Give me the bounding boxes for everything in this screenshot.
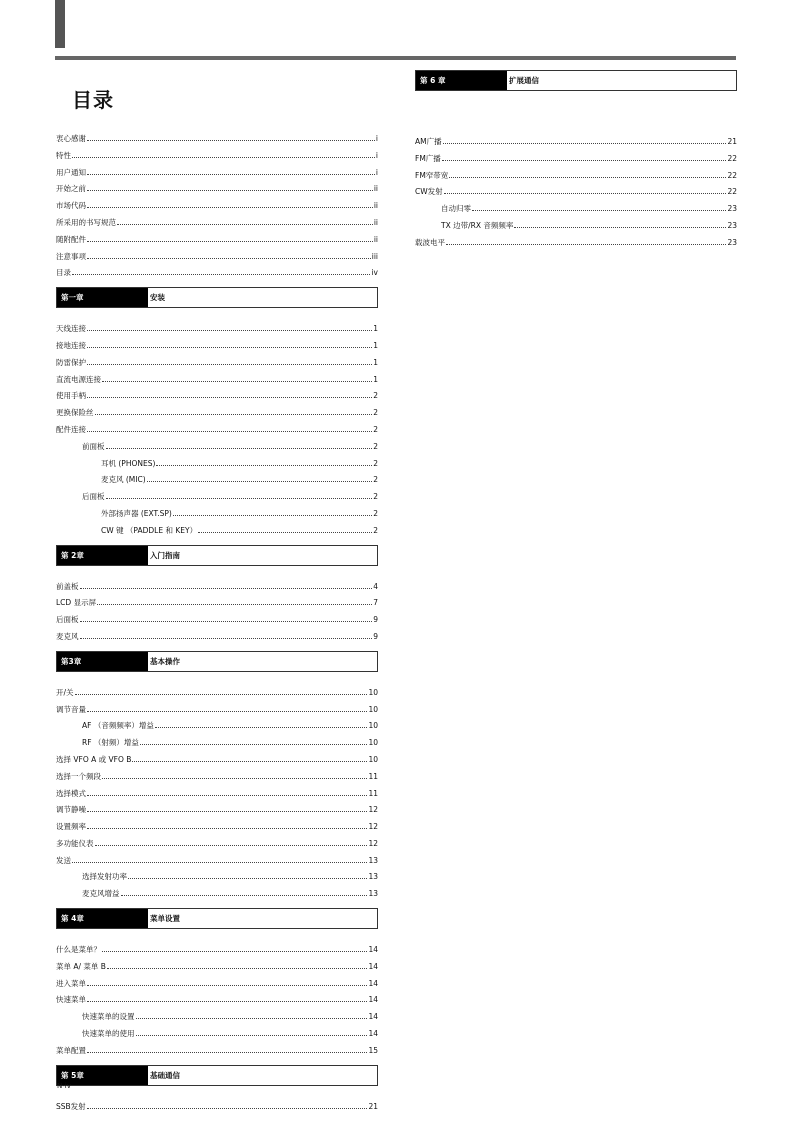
toc-entry-title: 麦克风 (MIC) (101, 475, 146, 485)
chapter-header (56, 287, 378, 308)
toc-entry-page: 9 (373, 631, 378, 641)
toc-entry[interactable] (56, 165, 378, 182)
toc-entry-page: 22 (727, 153, 737, 163)
toc-entry-page: 14 (368, 945, 378, 955)
toc-entry[interactable] (415, 218, 737, 235)
toc-entry-page: 22 (727, 170, 737, 180)
toc-entry-title: FM窄带宽 (415, 170, 449, 180)
toc-entry[interactable] (56, 148, 378, 165)
toc-entry-page: 23 (727, 204, 737, 214)
dot-leader (87, 330, 372, 331)
toc-entry-title: CW 键 （PADDLE 和 KEY） (101, 525, 198, 535)
dot-leader (87, 1108, 368, 1109)
toc-entry-page: ii (373, 184, 378, 194)
dot-leader (132, 761, 367, 762)
toc-entry-page: 2 (373, 492, 378, 502)
toc-entry-page: 14 (368, 1029, 378, 1039)
chapter-title: 基础通信 (150, 1070, 180, 1080)
dot-leader (87, 811, 367, 812)
toc-entry-title: 菜单 A/ 菜单 B (56, 961, 106, 971)
dot-leader (128, 878, 367, 879)
dot-leader (514, 227, 726, 228)
toc-entry-title: CW发射 (415, 187, 443, 197)
toc-entry[interactable] (56, 802, 378, 819)
toc-entry-title: 前面板 (82, 441, 105, 451)
toc-entry[interactable] (56, 321, 378, 338)
toc-entry-page: ii (373, 217, 378, 227)
chapter-title: 安装 (150, 293, 165, 303)
toc-entry-title: 进入菜单 (56, 978, 86, 988)
toc-entry[interactable] (56, 685, 378, 702)
toc-entry-page: 14 (368, 961, 378, 971)
dot-leader (97, 604, 372, 605)
dot-leader (472, 210, 726, 211)
toc-entry[interactable] (56, 886, 378, 903)
toc-entry-page: 21 (727, 137, 737, 146)
toc-entry[interactable] (56, 992, 378, 1009)
toc-entry-page: 1 (373, 340, 378, 350)
chapter-header (56, 545, 378, 566)
toc-entry-title: 外部扬声器 (EXT.SP) (101, 508, 172, 518)
dot-leader (147, 481, 373, 482)
chapter-number: 第 5章 (57, 1066, 148, 1085)
toc-entry-page: i (375, 167, 378, 177)
toc-entry[interactable] (56, 1099, 378, 1116)
toc-entry-title: 发送 (56, 855, 71, 865)
toc-entry[interactable] (56, 752, 378, 769)
toc-entry[interactable] (56, 629, 378, 646)
toc-entry-title: 用户通知 (56, 167, 86, 177)
dot-leader (87, 828, 367, 829)
toc-entry-page: 10 (368, 687, 378, 697)
toc-entry-title: 载波电平 (415, 237, 445, 247)
dot-leader (136, 1035, 368, 1036)
dot-leader (87, 364, 372, 365)
toc-entry-title: 菜单配置 (56, 1045, 86, 1055)
toc-entry[interactable] (56, 735, 378, 752)
toc-entry[interactable] (415, 201, 737, 218)
chapter-title: 入门指南 (150, 550, 180, 560)
dot-leader (443, 143, 727, 144)
toc-entry-page: 4 (373, 581, 378, 591)
dot-leader (449, 177, 726, 178)
dot-leader (136, 1018, 368, 1019)
dot-leader (80, 638, 373, 639)
toc-entry-page: 2 (373, 424, 378, 434)
toc-entry[interactable] (56, 959, 378, 976)
dot-leader (87, 207, 373, 208)
toc-entry-page: 14 (368, 1012, 378, 1022)
toc-entry-page: 23 (727, 237, 737, 247)
toc-entry-title: 特性 (56, 150, 71, 160)
toc-entry-title: SSB发射 (56, 1101, 86, 1111)
dot-leader (87, 711, 367, 712)
toc-entry-title: 选择 VFO A 或 VFO B (56, 754, 132, 764)
chapter-entries (56, 1099, 378, 1116)
chapter-header (415, 70, 737, 91)
dot-leader (121, 895, 368, 896)
chapter-number: 第 6 章 (416, 71, 507, 90)
chapter-title: 扩展通信 (509, 76, 539, 85)
toc-entry-page: 1 (373, 324, 378, 334)
dot-leader (117, 224, 373, 225)
toc-entry-title: 直流电源连接 (56, 374, 101, 384)
chapter-header (56, 908, 378, 929)
toc-entry-page: 13 (368, 855, 378, 865)
toc-entry-title: 选择模式 (56, 788, 86, 798)
toc-entry[interactable] (56, 456, 378, 473)
toc-entry-page: 11 (368, 788, 378, 798)
toc-entry-title: 调节静噪 (56, 805, 86, 815)
toc-entry[interactable] (56, 769, 378, 786)
dot-leader (87, 241, 373, 242)
toc-entry-title: 选择发射功率 (82, 872, 127, 882)
toc-entry-page: 13 (368, 889, 378, 899)
toc-entry-page: 12 (368, 838, 378, 848)
toc-entry[interactable] (56, 422, 378, 439)
toc-entry-title: 天线连接 (56, 324, 86, 334)
toc-entry-title: 耳机 (PHONES) (101, 458, 156, 468)
toc-entry-page: 14 (368, 978, 378, 988)
toc-entry-page: iii (371, 251, 378, 261)
toc-entry-title: 快速菜单的设置 (82, 1012, 135, 1022)
toc-entry[interactable] (56, 506, 378, 523)
chapter-entries (56, 321, 378, 539)
toc-entry-title: TX 边带/RX 音频频率 (441, 220, 514, 230)
toc-entry-page: iv (371, 268, 378, 278)
toc-entry-page: 10 (368, 738, 378, 748)
toc-left-column (56, 131, 378, 1115)
toc-entry[interactable] (56, 181, 378, 198)
toc-entry[interactable] (56, 579, 378, 596)
toc-entry[interactable] (56, 869, 378, 886)
toc-entry[interactable] (56, 388, 378, 405)
chapter-entries (56, 685, 378, 903)
toc-entry-page: 14 (368, 995, 378, 1005)
toc-entry-title: 衷心感谢 (56, 134, 86, 143)
toc-entry[interactable] (56, 1026, 378, 1043)
top-rule (55, 56, 736, 60)
chapter-number: 第一章 (57, 288, 148, 307)
toc-entry[interactable] (56, 472, 378, 489)
toc-entry-title: 市场代码 (56, 201, 86, 211)
toc-entry-page: ii (373, 201, 378, 211)
dot-leader (87, 140, 375, 141)
dot-leader (198, 532, 372, 533)
toc-entry[interactable] (56, 198, 378, 215)
toc-entry-page: 7 (373, 598, 378, 608)
chapter-entries (56, 942, 378, 1060)
toc-entry-title: 麦克风 (56, 631, 79, 641)
toc-entry[interactable] (415, 184, 737, 201)
toc-entry[interactable] (56, 439, 378, 456)
toc-entry[interactable] (56, 131, 378, 148)
toc-entry-title: 快速菜单 (56, 995, 86, 1005)
dot-leader (444, 193, 727, 194)
toc-entry-title: 什么是菜单？ (56, 945, 101, 955)
toc-entry-title: AM广播 (415, 137, 442, 146)
toc-entry-title: 后面板 (56, 615, 79, 625)
toc-entry[interactable] (56, 523, 378, 540)
chapter-number: 第 4章 (57, 909, 148, 928)
chapter-header (56, 651, 378, 672)
dot-leader (87, 258, 371, 259)
dot-leader (106, 498, 373, 499)
toc-entry[interactable] (56, 355, 378, 372)
toc-entry-title: 自动归零 (441, 204, 471, 214)
toc-entry[interactable] (56, 853, 378, 870)
dot-leader (87, 1001, 367, 1002)
toc-entry[interactable] (56, 595, 378, 612)
toc-entry[interactable] (56, 786, 378, 803)
dot-leader (72, 862, 367, 863)
dot-leader (140, 744, 368, 745)
dot-leader (75, 694, 368, 695)
toc-entry[interactable] (56, 249, 378, 266)
dot-leader (173, 515, 372, 516)
toc-entry-title: RF （射频）增益 (82, 738, 139, 748)
dot-leader (107, 968, 367, 969)
page-title: 目录 (72, 88, 114, 112)
dot-leader (87, 397, 372, 398)
toc-entry-page: 9 (373, 615, 378, 625)
toc-entry-page: ii (373, 234, 378, 244)
toc-entry[interactable] (56, 215, 378, 232)
toc-entry[interactable] (56, 836, 378, 853)
toc-entry-page: 1 (373, 357, 378, 367)
toc-entry-title: 接地连接 (56, 340, 86, 350)
toc-entry-title: 快速菜单的使用 (82, 1029, 135, 1039)
dot-leader (80, 588, 373, 589)
toc-entry[interactable] (56, 265, 378, 282)
dot-leader (102, 778, 367, 779)
toc-entry-page: 10 (368, 704, 378, 714)
toc-entry-title: 目录 (56, 268, 71, 278)
dot-leader (102, 381, 372, 382)
toc-entry-page: 12 (368, 805, 378, 815)
dot-leader (446, 244, 726, 245)
toc-entry-page: i (375, 150, 378, 160)
toc-entry[interactable] (56, 405, 378, 422)
toc-entry[interactable] (415, 151, 737, 168)
toc-entry-page: 2 (373, 458, 378, 468)
toc-entry[interactable] (56, 819, 378, 836)
toc-entry-page: 10 (368, 754, 378, 764)
dot-leader (87, 347, 372, 348)
toc-entry[interactable] (415, 134, 737, 151)
toc-entry-page: 10 (368, 721, 378, 731)
toc-entry-title: 所采用的书写规范 (56, 217, 116, 227)
toc-entry[interactable] (56, 702, 378, 719)
toc-entry-title: AF （音频频率）增益 (82, 721, 154, 731)
toc-entry-title: 多功能仪表 (56, 838, 94, 848)
toc-entry-page: 23 (727, 220, 737, 230)
chapter-number: 第 2章 (57, 546, 148, 565)
toc-entry[interactable] (415, 235, 737, 252)
dot-leader (95, 845, 368, 846)
toc-entry-page: 2 (373, 408, 378, 418)
toc-entry-page: 2 (373, 441, 378, 451)
chapter-entries (415, 134, 737, 252)
page-number-footer: N-iv (57, 1082, 71, 1090)
toc-entry-title: 后面板 (82, 492, 105, 502)
toc-entry-page: 11 (368, 771, 378, 781)
toc-entry-title: 随附配件 (56, 234, 86, 244)
chapter-number: 第3章 (57, 652, 148, 671)
toc-entry[interactable] (56, 718, 378, 735)
dot-leader (106, 448, 373, 449)
toc-entry-page: 15 (368, 1045, 378, 1055)
toc-entry[interactable] (56, 489, 378, 506)
toc-entry-title: 调节音量 (56, 704, 86, 714)
dot-leader (87, 190, 373, 191)
toc-entry[interactable] (415, 168, 737, 185)
toc-entry-page: 2 (373, 475, 378, 485)
chapter-entries (56, 579, 378, 646)
toc-entry-page: 1 (373, 374, 378, 384)
toc-entry-title: 防雷保护 (56, 357, 86, 367)
toc-entry-page: i (375, 134, 378, 143)
toc-entry-page: 2 (373, 508, 378, 518)
toc-entry-page: 12 (368, 822, 378, 832)
chapter-header (56, 1065, 378, 1086)
toc-entry-title: 设置频率 (56, 822, 86, 832)
dot-leader (95, 414, 373, 415)
toc-entry-title: 前盖板 (56, 581, 79, 591)
toc-entry[interactable] (56, 976, 378, 993)
corner-bar (55, 0, 65, 48)
toc-entry-page: 13 (368, 872, 378, 882)
toc-entry-title: 注意事项 (56, 251, 86, 261)
chapter-title: 菜单设置 (150, 914, 180, 924)
dot-leader (72, 157, 375, 158)
toc-entry-page: 2 (373, 525, 378, 535)
toc-entry[interactable] (56, 942, 378, 959)
dot-leader (80, 621, 373, 622)
dot-leader (442, 160, 727, 161)
dot-leader (87, 985, 367, 986)
toc-entry-page: 22 (727, 187, 737, 197)
toc-entry-title: LCD 显示屏 (56, 598, 97, 608)
dot-leader (87, 1052, 367, 1053)
dot-leader (156, 465, 372, 466)
toc-entry[interactable] (56, 232, 378, 249)
toc-entry[interactable] (56, 1043, 378, 1060)
toc-entry-page: 2 (373, 391, 378, 401)
front-matter-list (56, 131, 378, 282)
toc-entry-title: 使用手柄 (56, 391, 86, 401)
toc-entry-title: 选择一个频段 (56, 771, 101, 781)
toc-entry-title: 麦克风增益 (82, 889, 120, 899)
dot-leader (102, 951, 367, 952)
dot-leader (87, 795, 367, 796)
dot-leader (87, 174, 375, 175)
toc-entry-title: 配件连接 (56, 424, 86, 434)
toc-entry[interactable] (56, 612, 378, 629)
toc-entry-title: 开/关 (56, 687, 74, 697)
toc-entry[interactable] (56, 372, 378, 389)
dot-leader (155, 727, 368, 728)
toc-entry[interactable] (56, 338, 378, 355)
toc-entry-page: 21 (368, 1101, 378, 1111)
dot-leader (72, 274, 370, 275)
chapter-title: 基本操作 (150, 656, 180, 666)
toc-entry-title: FM广播 (415, 153, 441, 163)
toc-entry-title: 开始之前 (56, 184, 86, 194)
spacer (415, 104, 737, 134)
toc-right-column (415, 70, 737, 252)
dot-leader (87, 431, 372, 432)
toc-entry[interactable] (56, 1009, 378, 1026)
toc-entry-title: 更换保险丝 (56, 408, 94, 418)
